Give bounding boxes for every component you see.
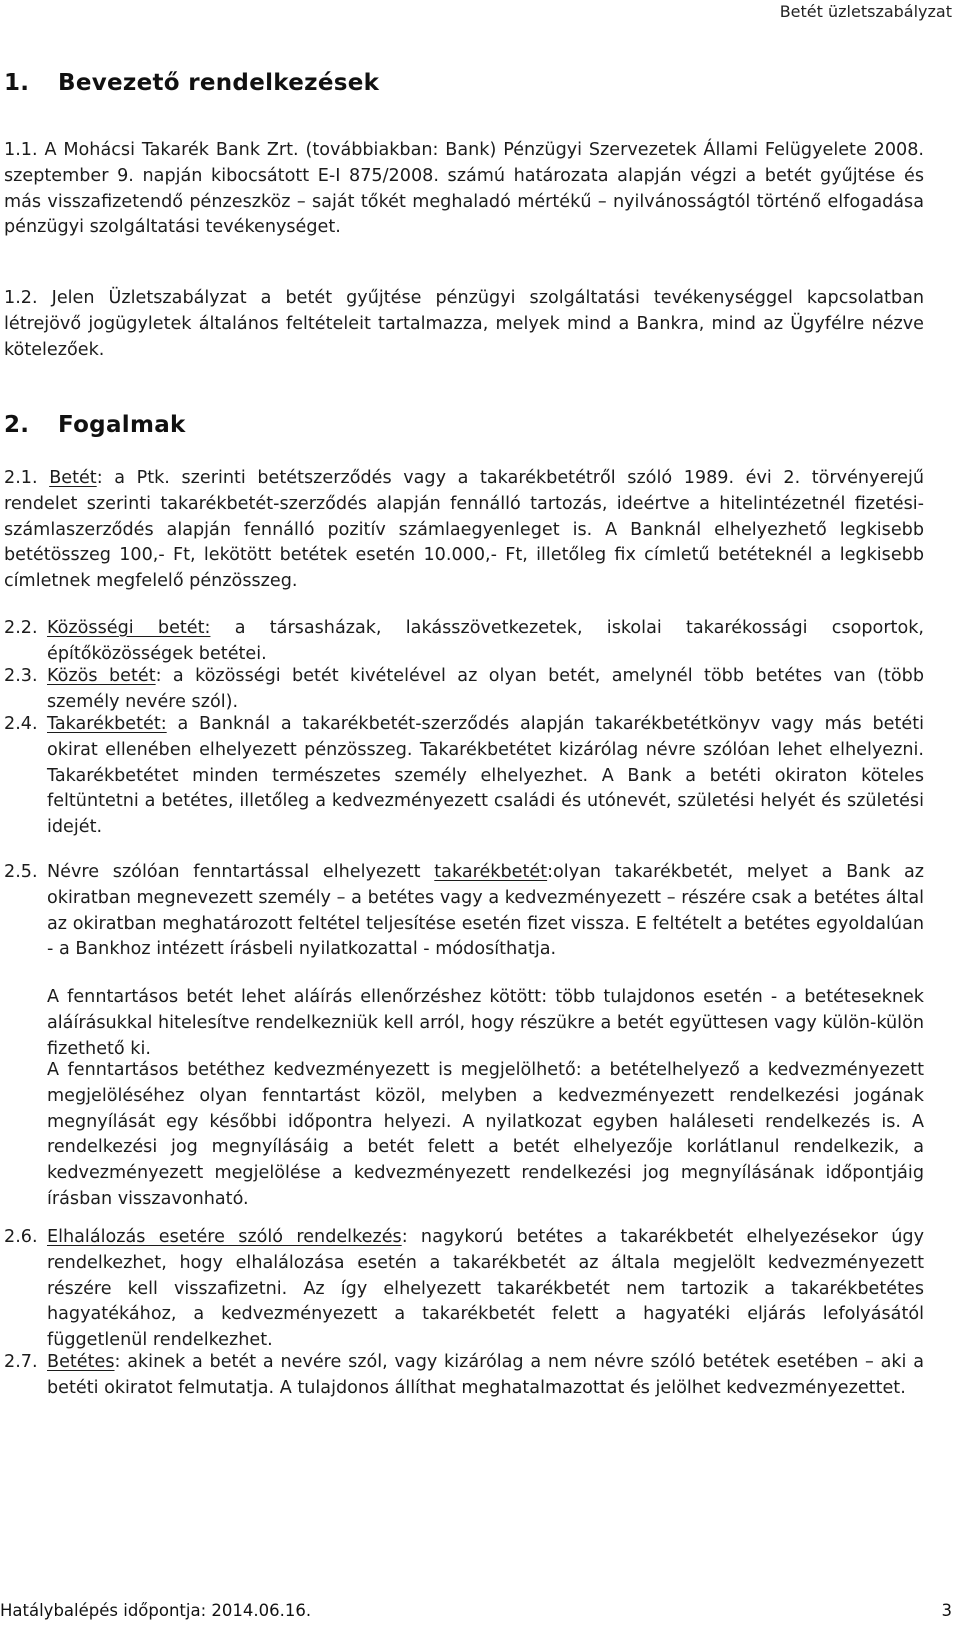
section-number: 2. xyxy=(4,412,30,438)
definition-2-5 xyxy=(4,860,924,963)
paragraph-1-2 xyxy=(4,286,924,363)
definition-text: :olyan takarékbetét, melyet a Bank az okiratban megnevezett személy – a betétes vagy a kedvezményezett – részére csak a betétes által az okiratban meghatározott feltétel teljesítése esetén fizet vissza. E feltételt a betétes egyoldalúan - a Bankhoz intézett írásbeli nyilatkozattal - módosíthatja. xyxy=(47,862,924,960)
definition-text: a Banknál a takarékbetét-szerződés alapján takarékbetétkönyv vagy más betéti okirat ellenében elhelyezett pénzösszeg. Takarékbetétet kizárólag névre szólóan lehet elhelyezni. Takarékbetétet minden természetes személy elhelyezhet. A Bank a betéti okiraton köteles feltüntetni a betétes, illetőleg a kedvezményezett családi és utónevét, születési helyét és születési idejét. xyxy=(47,714,924,838)
definition-term: Betét xyxy=(49,468,97,488)
definition-number: 2.6. xyxy=(4,1227,38,1247)
paragraph-text: Jelen Üzletszabályzat a betét gyűjtése pénzügyi szolgáltatási tevékenységgel kapcsolatban létrejövő jogügyletek általános feltételeit tartalmazza, melyek mind a Bankra, mind az Ügyfélre nézve kötelezőek. xyxy=(4,288,924,360)
definition-text: : a közösségi betét kivételével az olyan betét, amelynél több betétes van (több személy nevére szól). xyxy=(47,666,925,712)
definition-text: : nagykorú betétes a takarékbetét elhelyezésekor úgy rendelkezhet, hogy elhalálozása esetén a takarékbetét az általa megjelölt kedvezményezett részére kell visszafizetni. Az így elhelyezett takarékbetét nem tartozik a takarékbetétes hagyatékához, a kedvezményezett a takarékbetét felett a hagyatéki eljárás lefolyásától függetlenül rendelkezhet. xyxy=(47,1227,924,1351)
definition-number: 2.3. xyxy=(4,666,38,686)
definition-text: : akinek a betét a nevére szól, vagy kizárólag a nem névre szóló betétek esetében – aki a betéti okiratot felmutatja. A tulajdonos állíthat meghatalmazottat és jelölhet kedvezményezettet. xyxy=(47,1352,924,1398)
definition-lead: Névre szólóan fenntartással elhelyezett xyxy=(47,862,435,882)
section-2-heading xyxy=(4,412,186,438)
definition-term: Elhalálozás esetére szóló rendelkezés xyxy=(47,1227,402,1247)
paragraph-1-1 xyxy=(4,138,924,241)
definition-number: 2.5. xyxy=(4,862,38,882)
section-number: 1. xyxy=(4,70,30,96)
definition-text: : a Ptk. szerinti betétszerződés vagy a takarékbetétről szóló 1989. évi 2. törvényerejű rendelet szerinti takarékbetét-szerződés alapján fennálló tartozás, ideértve a hitelintézetnél fizetési-számlaszerződés alapján fennálló pozitív számlaegyenleget is. A Banknál elhelyezhető legkisebb betétösszeg 100,- Ft, lekötött betétek esetén 10.000,- Ft, illetőleg fix címletű betéteknél a legkisebb címletnek megfelelő pénzösszeg. xyxy=(4,468,925,592)
definition-2-4 xyxy=(4,712,924,841)
definition-term: Takarékbetét: xyxy=(47,714,167,734)
definition-2-6 xyxy=(4,1225,924,1354)
definition-2-2 xyxy=(4,616,924,668)
section-title: Bevezető rendelkezések xyxy=(58,70,380,96)
definition-2-5-subparagraph-2: A fenntartásos betéthez kedvezményezett is megjelölhető: a betételhelyező a kedvezményezett megjelöléséhez olyan fenntartást közöl, melyben a kedvezményezett rendelkezési jogának megnyílását egy későbbi időpontra helyezi. A nyilatkozat egyben haláleseti rendelkezés is. A rendelkezési jog megnyílásáig a betét felett a betét elhelyezője korlátlanul rendelkezik, a kedvezményezett megjelölése a kedvezményezett rendelkezési jog megnyílásának időpontjáig írásban visszavonható. xyxy=(47,1060,924,1209)
page-number: 3 xyxy=(941,1601,952,1620)
definition-term: Közös betét xyxy=(47,666,156,686)
definition-term: takarékbetét xyxy=(434,862,548,882)
definition-2-5-subparagraph-1: A fenntartásos betét lehet aláírás ellenőrzéshez kötött: több tulajdonos esetén - a betéteseknek aláírásukkal hitelesítve rendelkezniük kell arról, hogy részükre a betét együttesen vagy külön-külön fizethető ki. xyxy=(47,987,924,1059)
definition-term: Betétes xyxy=(47,1352,115,1372)
definition-number: 2.7. xyxy=(4,1352,38,1372)
definition-2-1 xyxy=(4,466,924,595)
definition-number: 2.1. xyxy=(4,468,38,488)
paragraph-text: A Mohácsi Takarék Bank Zrt. (továbbiakban: Bank) Pénzügyi Szervezetek Állami Felügyelete 2008. szeptember 9. napján kibocsátott E-I 875/2008. számú határozata alapján végzi a betét gyűjtése és más visszafizetendő pénzeszköz – saját tőkét meghaladó mértékű – nyilvánosságtól történő elfogadása pénzügyi szolgáltatási tevékenységet. xyxy=(4,140,924,238)
definition-number: 2.4. xyxy=(4,714,38,734)
running-header: Betét üzletszabályzat xyxy=(779,2,952,21)
definition-term: Közösségi betét: xyxy=(47,618,211,638)
definition-number: 2.2. xyxy=(4,618,38,638)
definition-text: a társasházak, lakásszövetkezetek, iskolai takarékossági csoportok, építőközösségek betétei. xyxy=(47,618,924,664)
section-1-heading xyxy=(4,70,379,96)
section-title: Fogalmak xyxy=(58,412,186,438)
paragraph-number: 1.1. xyxy=(4,140,38,160)
definition-2-3 xyxy=(4,664,924,716)
definition-2-7 xyxy=(4,1350,924,1402)
paragraph-number: 1.2. xyxy=(4,288,38,308)
effective-date: Hatálybalépés időpontja: 2014.06.16. xyxy=(0,1601,312,1620)
